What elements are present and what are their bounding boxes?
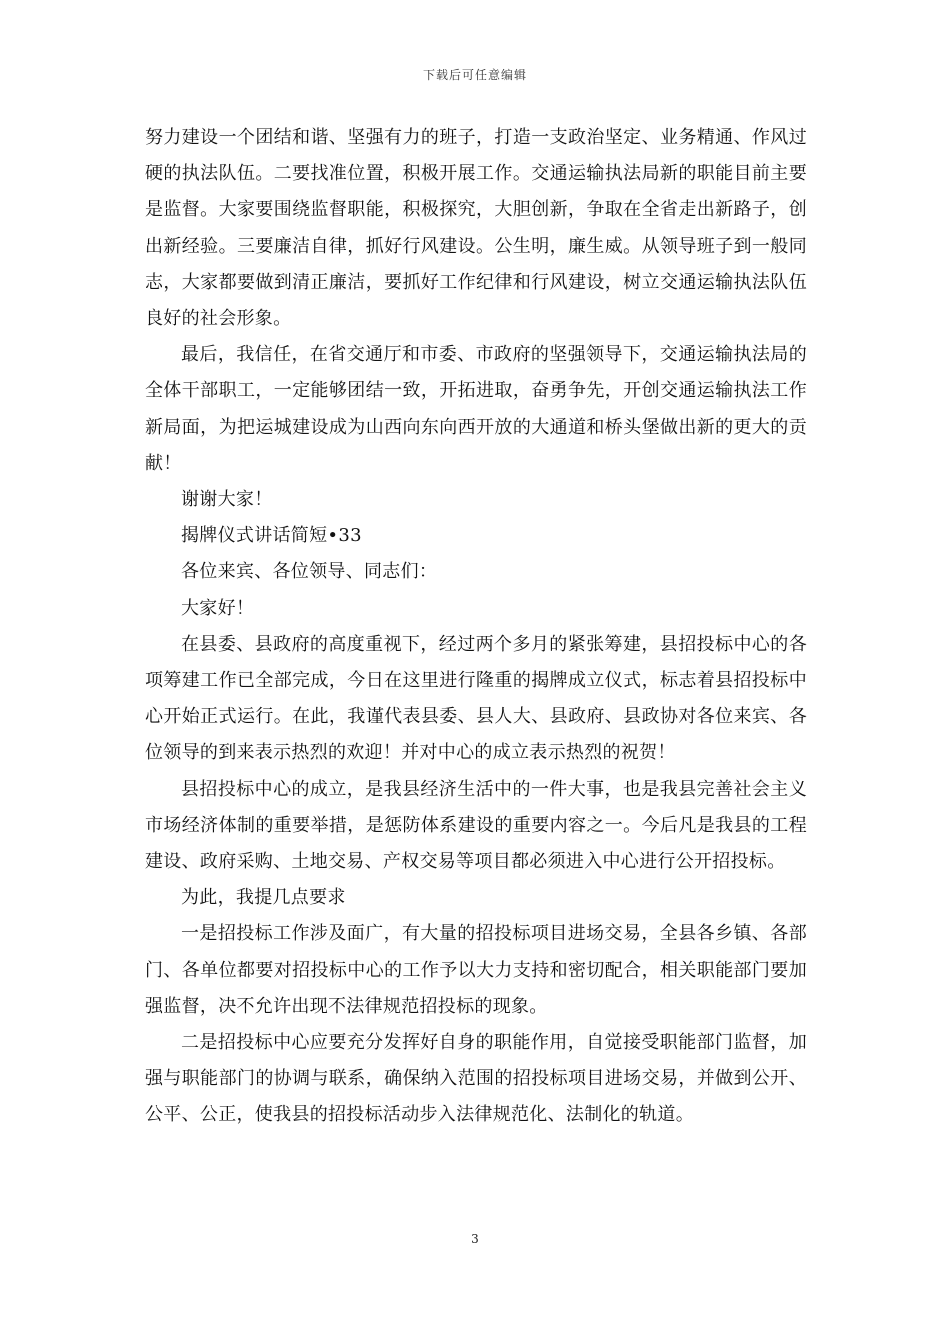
body-paragraph: 努力建设一个团结和谐、坚强有力的班子，打造一支政治坚定、业务精通、作风过硬的执法队伍。二要找准位置，积极开展工作。交通运输执法局新的职能目前主要是监督。大家要围绕监督职能，积极探究，大胆创新，争取在全省走出新路子，创出新经验。三要廉洁自律，抓好行风建设。公生明，廉生威。从领导班子到一般同志，大家都要做到清正廉洁，要抓好工作纪律和行风建设，树立交通运输执法队伍良好的社会形象。 bbox=[145, 127, 807, 330]
greeting: 大家好！ bbox=[181, 597, 255, 619]
page-number: 3 bbox=[471, 1232, 479, 1246]
closing-thanks: 谢谢大家！ bbox=[181, 489, 273, 511]
page-header: 下载后可任意编辑 bbox=[422, 68, 527, 82]
body-paragraph: 在县委、县政府的高度重视下，经过两个多月的紧张筹建，县招投标中心的各项筹建工作已全部完成，今日在这里进行隆重的揭牌成立仪式，标志着县招投标中心开始正式运行。在此，我谨代表县委、县人大、县政府、县政协对各位来宾、各位领导的到来表示热烈的欢迎！并对中心的成立表示热烈的祝贺！ bbox=[145, 633, 807, 764]
body-paragraph: 最后，我信任，在省交通厅和市委、市政府的坚强领导下，交通运输执法局的全体干部职工，一定能够团结一致，开拓进取，奋勇争先，开创交通运输执法工作新局面，为把运城建设成为山西向东向西开放的大通道和桥头堡做出新的更大的贡献！ bbox=[145, 344, 807, 474]
salutation: 各位来宾、各位领导、同志们： bbox=[181, 561, 438, 583]
requirement-item: 一是招投标工作涉及面广，有大量的招投标项目进场交易，全县各乡镇、各部门、各单位都要对招投标中心的工作予以大力支持和密切配合，相关职能部门要加强监督，决不允许出现不法律规范招投标的现象。 bbox=[145, 923, 807, 1017]
requirements-intro: 为此，我提几点要求 bbox=[181, 887, 346, 909]
body-paragraph: 县招投标中心的成立，是我县经济生活中的一件大事，也是我县完善社会主义市场经济体制的重要举措，是惩防体系建设的重要内容之一。今后凡是我县的工程建设、政府采购、土地交易、产权交易等项目都必须进入中心进行公开招投标。 bbox=[145, 778, 807, 873]
document-body bbox=[145, 120, 807, 1134]
requirement-item: 二是招投标中心应要充分发挥好自身的职能作用，自觉接受职能部门监督，加强与职能部门的协调与联系，确保纳入范围的招投标项目进场交易，并做到公开、公平、公正，使我县的招投标活动步入法律规范化、法制化的轨道。 bbox=[145, 1032, 807, 1126]
section-title: 揭牌仪式讲话简短•33 bbox=[181, 525, 362, 547]
